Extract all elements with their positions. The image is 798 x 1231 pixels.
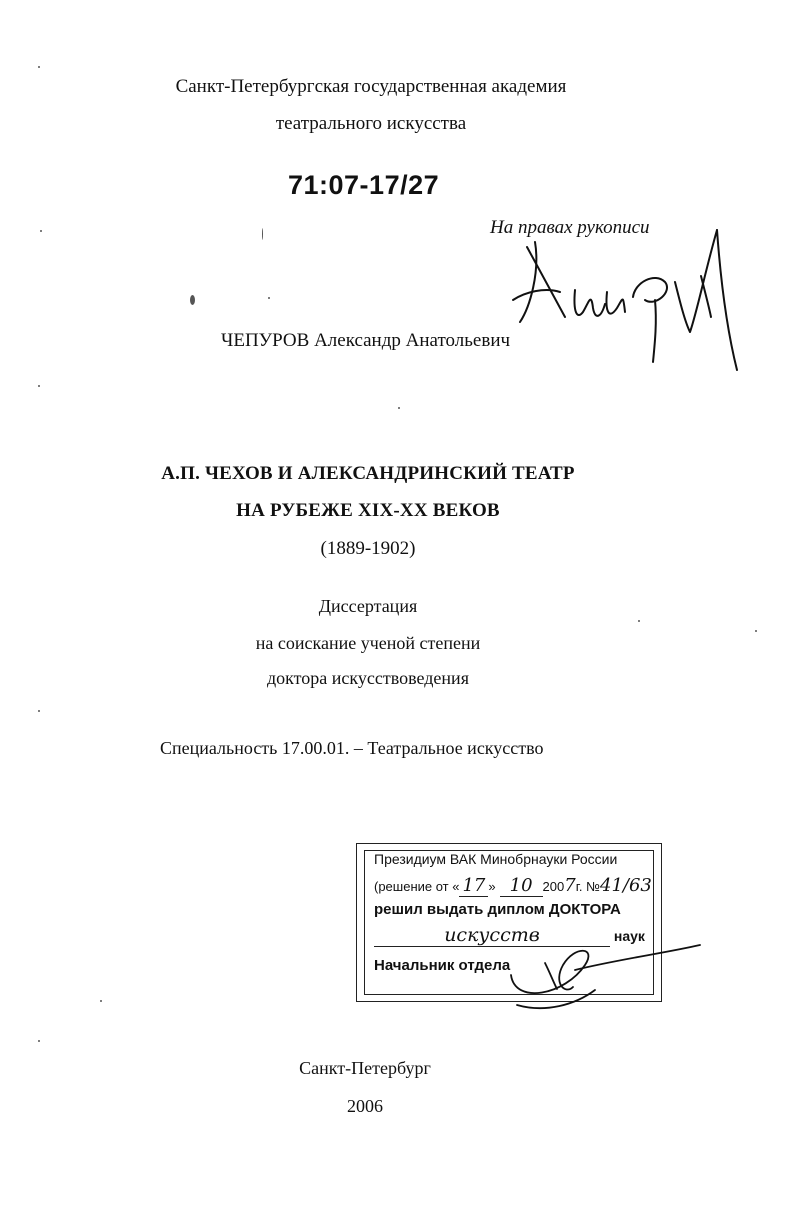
scan-speck: [638, 620, 640, 622]
stamp-signature: [505, 935, 705, 1020]
footer-year: 2006: [347, 1096, 383, 1116]
dissertation-degree-field: доктора искусствоведения: [267, 668, 469, 688]
stamp-science-handwritten: искусств: [374, 924, 610, 947]
stamp-decision-no: г. №: [575, 879, 601, 894]
title-line2: НА РУБЕЖЕ XIX-XX ВЕКОВ: [236, 500, 500, 521]
stamp-decision-year-digit: 7: [564, 875, 576, 896]
stamp-decision-line: [374, 875, 652, 896]
scan-speck: [398, 407, 400, 409]
stamp-decision-mid: »: [488, 879, 496, 894]
stamp-decision-number: 41/63: [600, 875, 652, 896]
stamp-science-suffix: наук: [613, 928, 645, 944]
scan-speck: [190, 295, 195, 305]
manuscript-note: На правах рукописи: [490, 217, 650, 238]
title-line1: А.П. ЧЕХОВ И АЛЕКСАНДРИНСКИЙ ТЕАТР: [161, 463, 575, 484]
stamp-decision-year-prefix: 200: [542, 879, 565, 894]
scan-speck: [38, 66, 40, 68]
stamp-decision-day: 17: [459, 875, 488, 897]
scan-speck: [38, 710, 40, 712]
title-years: (1889-1902): [320, 538, 416, 559]
institution-name-line2: театрального искусства: [275, 113, 467, 134]
dissertation-degree-line: на соискание ученой степени: [255, 633, 481, 653]
stamp-decision-prefix: (решение от «: [374, 879, 460, 894]
scan-speck: [262, 228, 263, 240]
author-name: ЧЕПУРОВ Александр Анатольевич: [221, 330, 511, 351]
stamp-presidium-line: Президиум ВАК Минобрнауки России: [374, 851, 618, 867]
scan-speck: [38, 385, 40, 387]
scan-speck: [38, 1040, 40, 1042]
stamp-decision-month: 10: [500, 875, 543, 897]
footer-city: Санкт-Петербург: [299, 1058, 431, 1078]
scan-speck: [100, 1000, 102, 1002]
dissertation-label: Диссертация: [318, 596, 418, 616]
stamp-head-line: Начальник отдела: [374, 957, 511, 974]
scan-speck: [40, 230, 42, 232]
specialty: Специальность 17.00.01. – Театральное искусство: [160, 738, 544, 758]
library-code: 71:07-17/27: [288, 170, 440, 200]
stamp-diploma-line: решил выдать диплом ДОКТОРА: [374, 901, 621, 918]
institution-name-line1: Санкт-Петербургская государственная академия: [175, 76, 567, 97]
scan-speck: [755, 630, 757, 632]
scan-speck: [268, 297, 270, 299]
author-signature: [505, 212, 750, 377]
